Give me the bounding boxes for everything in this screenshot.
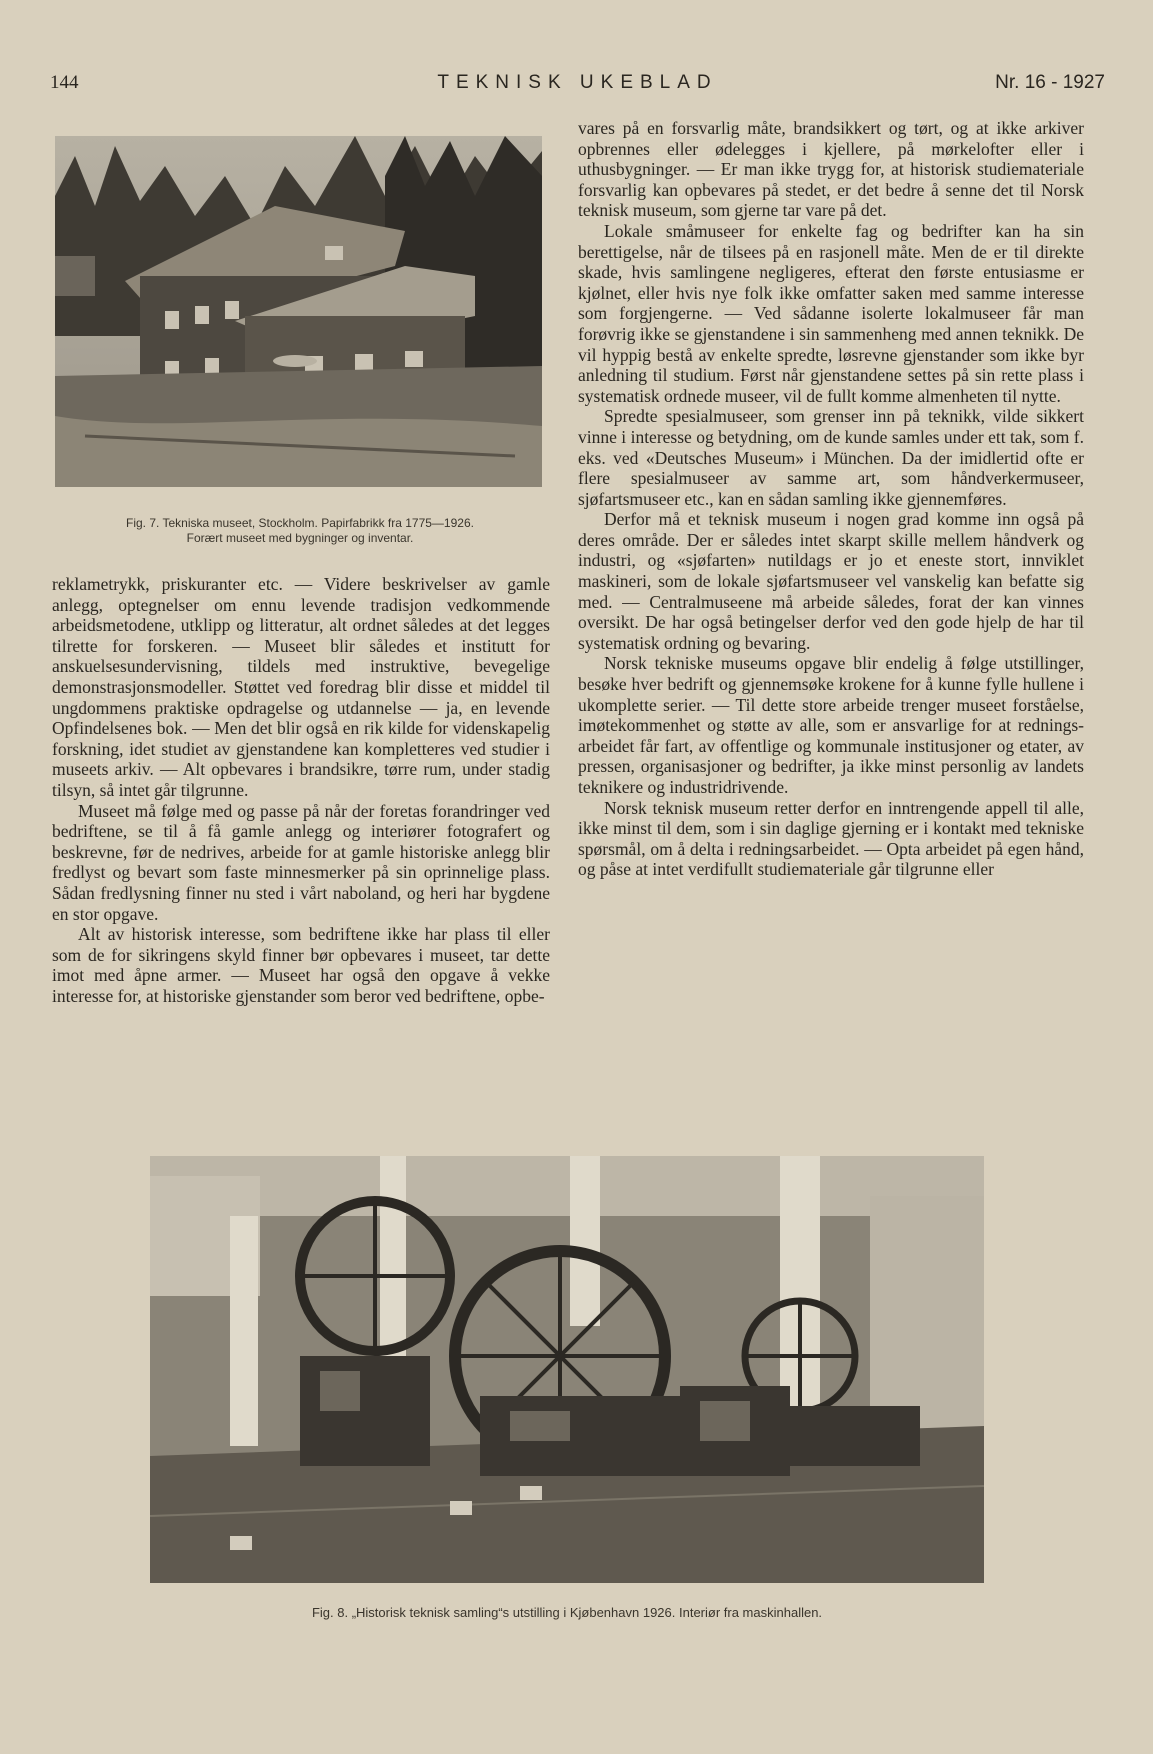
figure-7-illustration (55, 136, 542, 487)
left-column (52, 574, 550, 1006)
right-paragraph: Derfor må et teknisk museum i nogen grad komme inn også på deres område. Der er således intet skarpt skille mellem håndverk og industri, og «sjøfarten» nutildags er jo et eneste stort, innviklet maskineri, som de lokale sjøfartsmuseer vel vanskelig kan befatte sig med. — Centralmuseene må arbeide således, forat der kan vinnes oversikt. De har også betingelser derfor ved den gode hjelp de har til systematisk ordning og bevaring. (578, 509, 1084, 653)
figure-8-photo (150, 1156, 984, 1583)
right-paragraph: Norsk teknisk museum retter derfor en inntrengende appell til alle, ikke minst til dem, som i sin daglige gjerning er i kontakt med tekniske spørsmål, om å delta i redningsarbeidet. — Opta arbeidet på egen hånd, og påse at intet verdifullt studiemateriale går tilgrunne eller (578, 797, 1084, 880)
right-paragraph: vares på en forsvarlig måte, brandsikkert og tørt, og at ikke arkiver opbrennes eller ødelegges i kjellere, på mørkelofter eller i uthusbygninger. — Er man ikke trygg for, at historisk studiemateriale forsvarlig kan opbevares på stedet, er det bedre å senne det til Norsk teknisk museum, som gjerne tar vare på det. (578, 118, 1084, 221)
right-paragraph: Lokale småmuseer for enkelte fag og bedrifter kan ha sin berettigelse, når de tilsees på en rasjonell måte. Men de er til direkte skade, hvis samlingene negligeres, efterat den første entusiasme er kjølnet, eller hvis nye folk ikke omfatter saken med samme interesse som forgjengerne. — Ved sådanne isolerte lokalmuseer får man forøvrig ikke se gjenstandene i sin sammenheng med annen teknikk. De vil hyppig bestå av enkelte spredte, løsrevne gjenstander som ikke byr anledning til studium. Først når gjenstandene settes på sin rette plass i systematisk ordnede museer, vil de fullt komme almenheten til nytte. (578, 220, 1084, 406)
right-column (578, 118, 1084, 880)
figure-7-photo (55, 136, 542, 487)
figure-8-illustration (150, 1156, 984, 1583)
left-paragraph: Museet må følge med og passe på når der foretas forandringer ved bedriftene, se til å få gamle anlegg og interiører fotografert og beskrevne, før de nedrives, arbeide for at gamle historiske anlegg blir fredlyst og bevart som faste minnesmerker på sin oprinnelige plass. Sådan fredlysning finner nu sted i vårt naboland, og heri har bygdene en stor opgave. (52, 800, 550, 924)
journal-title: TEKNISK UKEBLAD (437, 72, 718, 93)
left-paragraph: Alt av historisk interesse, som bedriftene ikke har plass til eller som de for sikringens skyld finner bør opbevares i museet, tar dette imot med åpne armer. — Museet har også den opgave å vekke interesse for, at historiske gjenstander som beror ved bedriftene, opbe- (52, 924, 550, 1006)
figure-7-caption-line-2: Forært museet med bygninger og inventar. (186, 531, 414, 545)
issue-number: Nr. 16 - 1927 (995, 72, 1105, 93)
page-number: 144 (50, 72, 79, 93)
left-paragraph: reklametrykk, priskuranter etc. — Videre beskrivelser av gamle anlegg, optegnelser om ennu levende tradisjon vedkommende arbeidsmetodene, utklipp og litteratur, alt ordnet således at det legges tilrette for forskeren. — Museet blir således et institutt for anskuelsesundervisning, tildels med instruktive, bevegelige demonstrasjonsmodeller. Støttet ved foredrag blir disse et middel til ungdommens praktiske opdragelse og utdannelse — ja, en levende Opfindelsenes bok. — Men det blir også en rik kilde for videnskapelig forskning, idet studiet av gjenstandene kan kompletteres ved studier i museets arkiv. — Alt opbevares i brandsikre, tørre rum, under stadig tilsyn, så intet går tilgrunne. (52, 574, 550, 800)
figure-7-caption (60, 516, 540, 546)
right-paragraph: Norsk tekniske museums opgave blir endelig å følge utstillinger, besøke hver bedrift og gjennemsøke krokene for å kunne fylle hullene i ukomplette serier. — Til dette store arbeide trenger museet forståelse, imøtekommenhet og støtte av alle, som er ansvarlige for at redningsarbeidet får fart, av offentlige og kommunale institusjoner og etater, av pressen, organisasjoner og bedrifter, ja ikke minst personlig av landets teknikere og industridrivende. (578, 653, 1084, 797)
page-header (50, 72, 1105, 98)
figure-8-caption: Fig. 8. „Historisk teknisk samling“s utstilling i Kjøbenhavn 1926. Interiør fra maskinhallen. (311, 1605, 823, 1620)
right-paragraph: Spredte spesialmuseer, som grenser inn på teknikk, vilde sikkert vinne i interesse og betydning, om de kunde samles under ett tak, som f. eks. ved «Deutsches Museum» i München. Da der imidlertid ofte er flere spesialmuseer av samme art, som håndverkermuseer, sjøfartsmuseer etc., kan en sådan samling ikke gjennemføres. (578, 406, 1084, 509)
figure-7-caption-line-1: Fig. 7. Tekniska museet, Stockholm. Papirfabrikk fra 1775—1926. (126, 516, 474, 530)
